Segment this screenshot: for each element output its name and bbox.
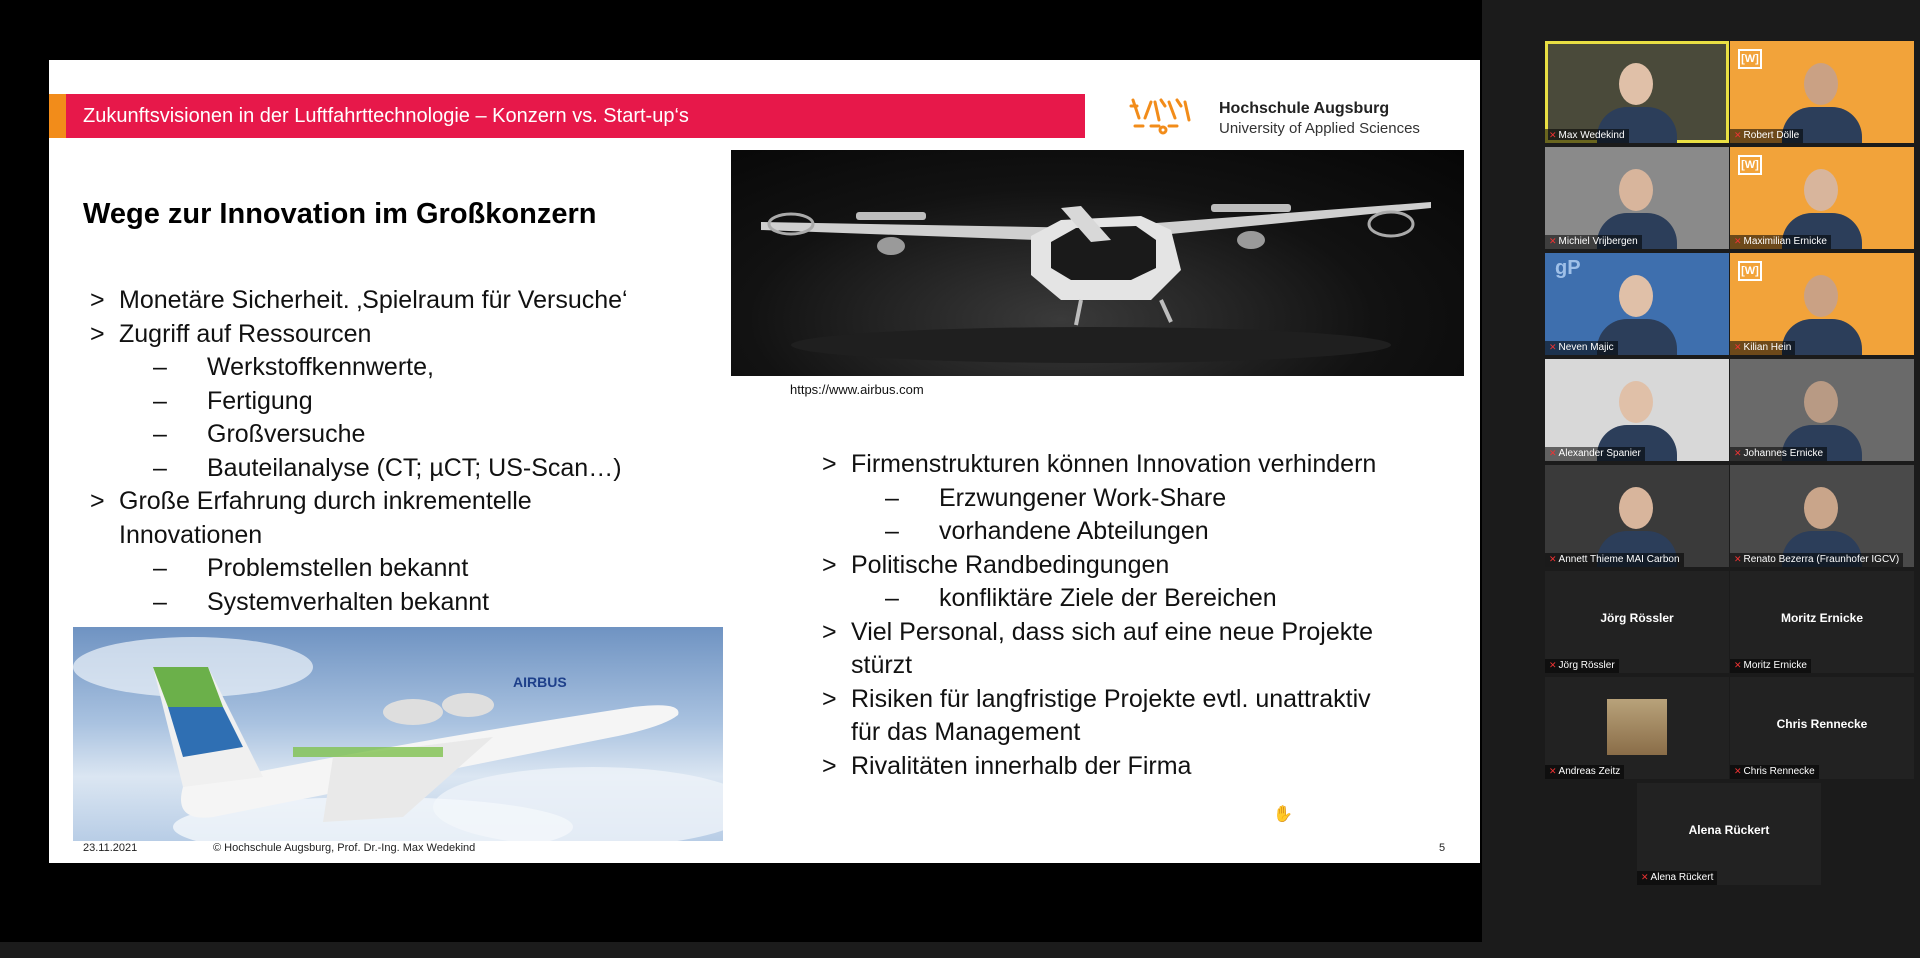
participant-name: Andreas Zeitz	[1558, 766, 1621, 777]
muted-mic-icon: ✕	[1549, 554, 1557, 564]
bullet-item	[815, 616, 1376, 650]
participant-head	[1619, 63, 1653, 105]
participant-name: Annett Thieme MAI Carbon	[1558, 554, 1680, 565]
participant-name-label	[1730, 447, 1827, 461]
bullet-item	[815, 750, 1376, 784]
bullet-text: Firmenstrukturen können Innovation verhindern	[851, 450, 1377, 478]
presentation-slide	[49, 60, 1480, 863]
bullet-item	[83, 351, 628, 385]
bullet-text: Rivalitäten innerhalb der Firma	[851, 751, 1192, 780]
airplane-brand-text: AIRBUS	[513, 674, 567, 690]
bullet-marker: >	[822, 550, 837, 579]
gp-logo: gP	[1555, 257, 1581, 279]
muted-mic-icon: ✕	[1734, 448, 1742, 458]
logo-subtitle: University of Applied Sciences	[1219, 120, 1420, 137]
participant-name: Kilian Hein	[1743, 342, 1792, 353]
bullet-marker: –	[885, 584, 899, 612]
muted-mic-icon: ✕	[1549, 130, 1557, 140]
university-logo-icon	[1129, 96, 1209, 140]
bullet-item	[815, 582, 1376, 616]
w-logo: [W]	[1738, 261, 1762, 281]
participant-tile[interactable]	[1637, 783, 1821, 885]
participant-name: Johannes Ernicke	[1743, 448, 1824, 459]
participant-tile[interactable]	[1545, 465, 1729, 567]
w-logo: [W]	[1738, 49, 1762, 69]
bullet-marker: –	[153, 353, 167, 381]
participant-name-label	[1730, 553, 1903, 567]
slide-number: 5	[1439, 842, 1446, 854]
muted-mic-icon: ✕	[1549, 342, 1557, 352]
participant-tile[interactable]	[1730, 41, 1914, 143]
participant-tile[interactable]	[1730, 465, 1914, 567]
participant-tile[interactable]	[1545, 571, 1729, 673]
bullet-item	[83, 318, 628, 352]
airplane-photo	[73, 627, 723, 841]
muted-mic-icon: ✕	[1734, 766, 1742, 776]
airplane-illustration	[73, 627, 723, 841]
participant-name: Neven Majic	[1558, 342, 1614, 353]
bullet-item	[83, 418, 628, 452]
muted-mic-icon: ✕	[1549, 766, 1557, 776]
bullet-item	[83, 385, 628, 419]
bullet-marker: >	[90, 319, 105, 348]
participant-head	[1804, 275, 1838, 317]
participant-name-label	[1545, 553, 1684, 567]
participant-center-name: Jörg Rössler	[1600, 611, 1674, 625]
bullet-text: vorhandene Abteilungen	[939, 517, 1209, 545]
university-logo	[1129, 96, 1469, 144]
bullet-item	[815, 549, 1376, 583]
slide-heading: Wege zur Innovation im Großkonzern	[83, 198, 597, 230]
participant-head	[1619, 169, 1653, 211]
bullet-text: konfliktäre Ziele der Bereichen	[939, 584, 1277, 612]
participant-name-label	[1545, 129, 1629, 143]
bullet-text: Viel Personal, dass sich auf eine neue Projekte	[851, 617, 1374, 646]
participant-head	[1619, 487, 1653, 529]
right-bullet-list	[815, 448, 1376, 783]
participant-name-label	[1730, 765, 1819, 779]
muted-mic-icon: ✕	[1734, 236, 1742, 246]
muted-mic-icon: ✕	[1734, 660, 1742, 670]
participant-name: Jörg Rössler	[1558, 660, 1615, 671]
bullet-text: Systemverhalten bekannt	[207, 587, 490, 616]
participant-name-label	[1545, 659, 1619, 673]
bullet-item	[815, 716, 1376, 750]
participant-tile[interactable]	[1545, 147, 1729, 249]
participant-name: Moritz Ernicke	[1743, 660, 1807, 671]
muted-mic-icon: ✕	[1734, 130, 1742, 140]
bullet-marker: >	[822, 751, 837, 780]
participant-head	[1804, 63, 1838, 105]
bullet-item	[83, 485, 628, 519]
participant-name: Chris Rennecke	[1743, 766, 1815, 777]
title-accent	[49, 94, 66, 138]
muted-mic-icon: ✕	[1641, 872, 1649, 882]
participant-tile[interactable]	[1545, 253, 1729, 355]
profile-picture-building	[1607, 699, 1667, 755]
participant-name: Renato Bezerra (Fraunhofer IGCV)	[1743, 554, 1900, 565]
participant-center-name: Alena Rückert	[1688, 823, 1770, 837]
participant-head	[1804, 381, 1838, 423]
participant-name-label	[1730, 235, 1831, 249]
bullet-text: Große Erfahrung durch inkrementelle	[119, 487, 532, 515]
footer-copyright: © Hochschule Augsburg, Prof. Dr.-Ing. Max Wedekind	[213, 842, 476, 854]
participant-tile[interactable]	[1545, 677, 1729, 779]
participant-name-label	[1637, 871, 1717, 885]
participant-gallery	[1482, 0, 1920, 958]
participant-tile[interactable]	[1730, 359, 1914, 461]
participant-name: Max Wedekind	[1558, 130, 1625, 141]
bullet-text: Risiken für langfristige Projekte evtl. unattraktiv	[851, 684, 1371, 713]
bullet-text: Problemstellen bekannt	[207, 554, 469, 582]
bullet-marker: –	[153, 587, 167, 616]
bullet-marker: >	[822, 450, 837, 478]
hand-cursor-icon: ✋	[1273, 806, 1293, 823]
bullet-text: stürzt	[851, 651, 913, 679]
participant-tile[interactable]	[1545, 359, 1729, 461]
participant-head	[1619, 381, 1653, 423]
bullet-text: Bauteilanalyse (CT; µCT; US-Scan…)	[207, 453, 622, 482]
bullet-marker: >	[90, 286, 105, 314]
bullet-text: Monetäre Sicherheit. ‚Spielraum für Versuche‘	[119, 286, 628, 314]
bullet-item	[83, 586, 628, 620]
participant-name: Alexander Spanier	[1558, 448, 1641, 459]
muted-mic-icon: ✕	[1549, 660, 1557, 670]
muted-mic-icon: ✕	[1549, 236, 1557, 246]
participant-tile[interactable]	[1730, 253, 1914, 355]
muted-mic-icon: ✕	[1734, 342, 1742, 352]
participant-name-label	[1545, 341, 1618, 355]
participant-name-label	[1545, 447, 1645, 461]
participant-name: Michiel Vrijbergen	[1558, 236, 1638, 247]
participant-tile[interactable]	[1730, 147, 1914, 249]
bullet-text: Innovationen	[119, 520, 263, 549]
bullet-marker: –	[885, 483, 899, 512]
bullet-marker: >	[90, 487, 105, 515]
participant-tile[interactable]	[1545, 41, 1729, 143]
slide-title-bar	[49, 94, 1085, 138]
participant-head	[1804, 487, 1838, 529]
bullet-marker: –	[153, 420, 167, 448]
bullet-text: für das Management	[851, 718, 1081, 746]
bullet-text: Werkstoffkennwerte,	[207, 353, 434, 381]
participant-name-label	[1545, 765, 1624, 779]
bullet-marker: –	[153, 554, 167, 582]
participant-head	[1804, 169, 1838, 211]
bullet-item	[815, 649, 1376, 683]
participant-tile[interactable]	[1730, 677, 1914, 779]
participant-head	[1619, 275, 1653, 317]
muted-mic-icon: ✕	[1549, 448, 1557, 458]
participant-center-name: Moritz Ernicke	[1780, 611, 1864, 625]
bullet-item	[815, 482, 1376, 516]
bullet-text: Großversuche	[207, 420, 366, 448]
bullet-text: Zugriff auf Ressourcen	[119, 319, 372, 348]
participant-tile[interactable]	[1730, 571, 1914, 673]
left-bullet-list	[83, 284, 628, 619]
logo-name: Hochschule Augsburg	[1219, 100, 1390, 117]
footer-date: 23.11.2021	[83, 842, 138, 854]
bullet-marker: –	[885, 517, 899, 545]
air-taxi-illustration	[731, 150, 1464, 376]
slide-title: Zukunftsvisionen in der Luftfahrttechnologie – Konzern vs. Start-up‘s	[83, 105, 689, 127]
bullet-marker: –	[153, 453, 167, 482]
participant-name-label	[1545, 235, 1642, 249]
participant-name: Maximilian Ernicke	[1743, 236, 1827, 247]
bullet-marker: –	[153, 386, 167, 415]
bullet-marker: >	[822, 617, 837, 646]
bullet-text: Erzwungener Work-Share	[939, 483, 1227, 512]
muted-mic-icon: ✕	[1734, 554, 1742, 564]
bullet-item	[815, 448, 1376, 482]
photo-caption: https://www.airbus.com	[790, 382, 924, 397]
bullet-marker: >	[822, 684, 837, 713]
bullet-item	[83, 452, 628, 486]
air-taxi-photo	[731, 150, 1464, 376]
participant-name-label	[1730, 341, 1795, 355]
participant-center-name: Chris Rennecke	[1776, 717, 1868, 731]
participant-name-label	[1730, 659, 1811, 673]
participant-name: Robert Dölle	[1743, 130, 1800, 141]
bullet-item	[815, 683, 1376, 717]
bullet-item	[83, 284, 628, 318]
bullet-text: Politische Randbedingungen	[851, 550, 1170, 579]
bullet-item	[83, 552, 628, 586]
bullet-text: Fertigung	[207, 386, 313, 415]
bullet-item	[815, 515, 1376, 549]
bullet-item	[83, 519, 628, 553]
participant-name: Alena Rückert	[1650, 872, 1714, 883]
w-logo: [W]	[1738, 155, 1762, 175]
participant-name-label	[1730, 129, 1803, 143]
